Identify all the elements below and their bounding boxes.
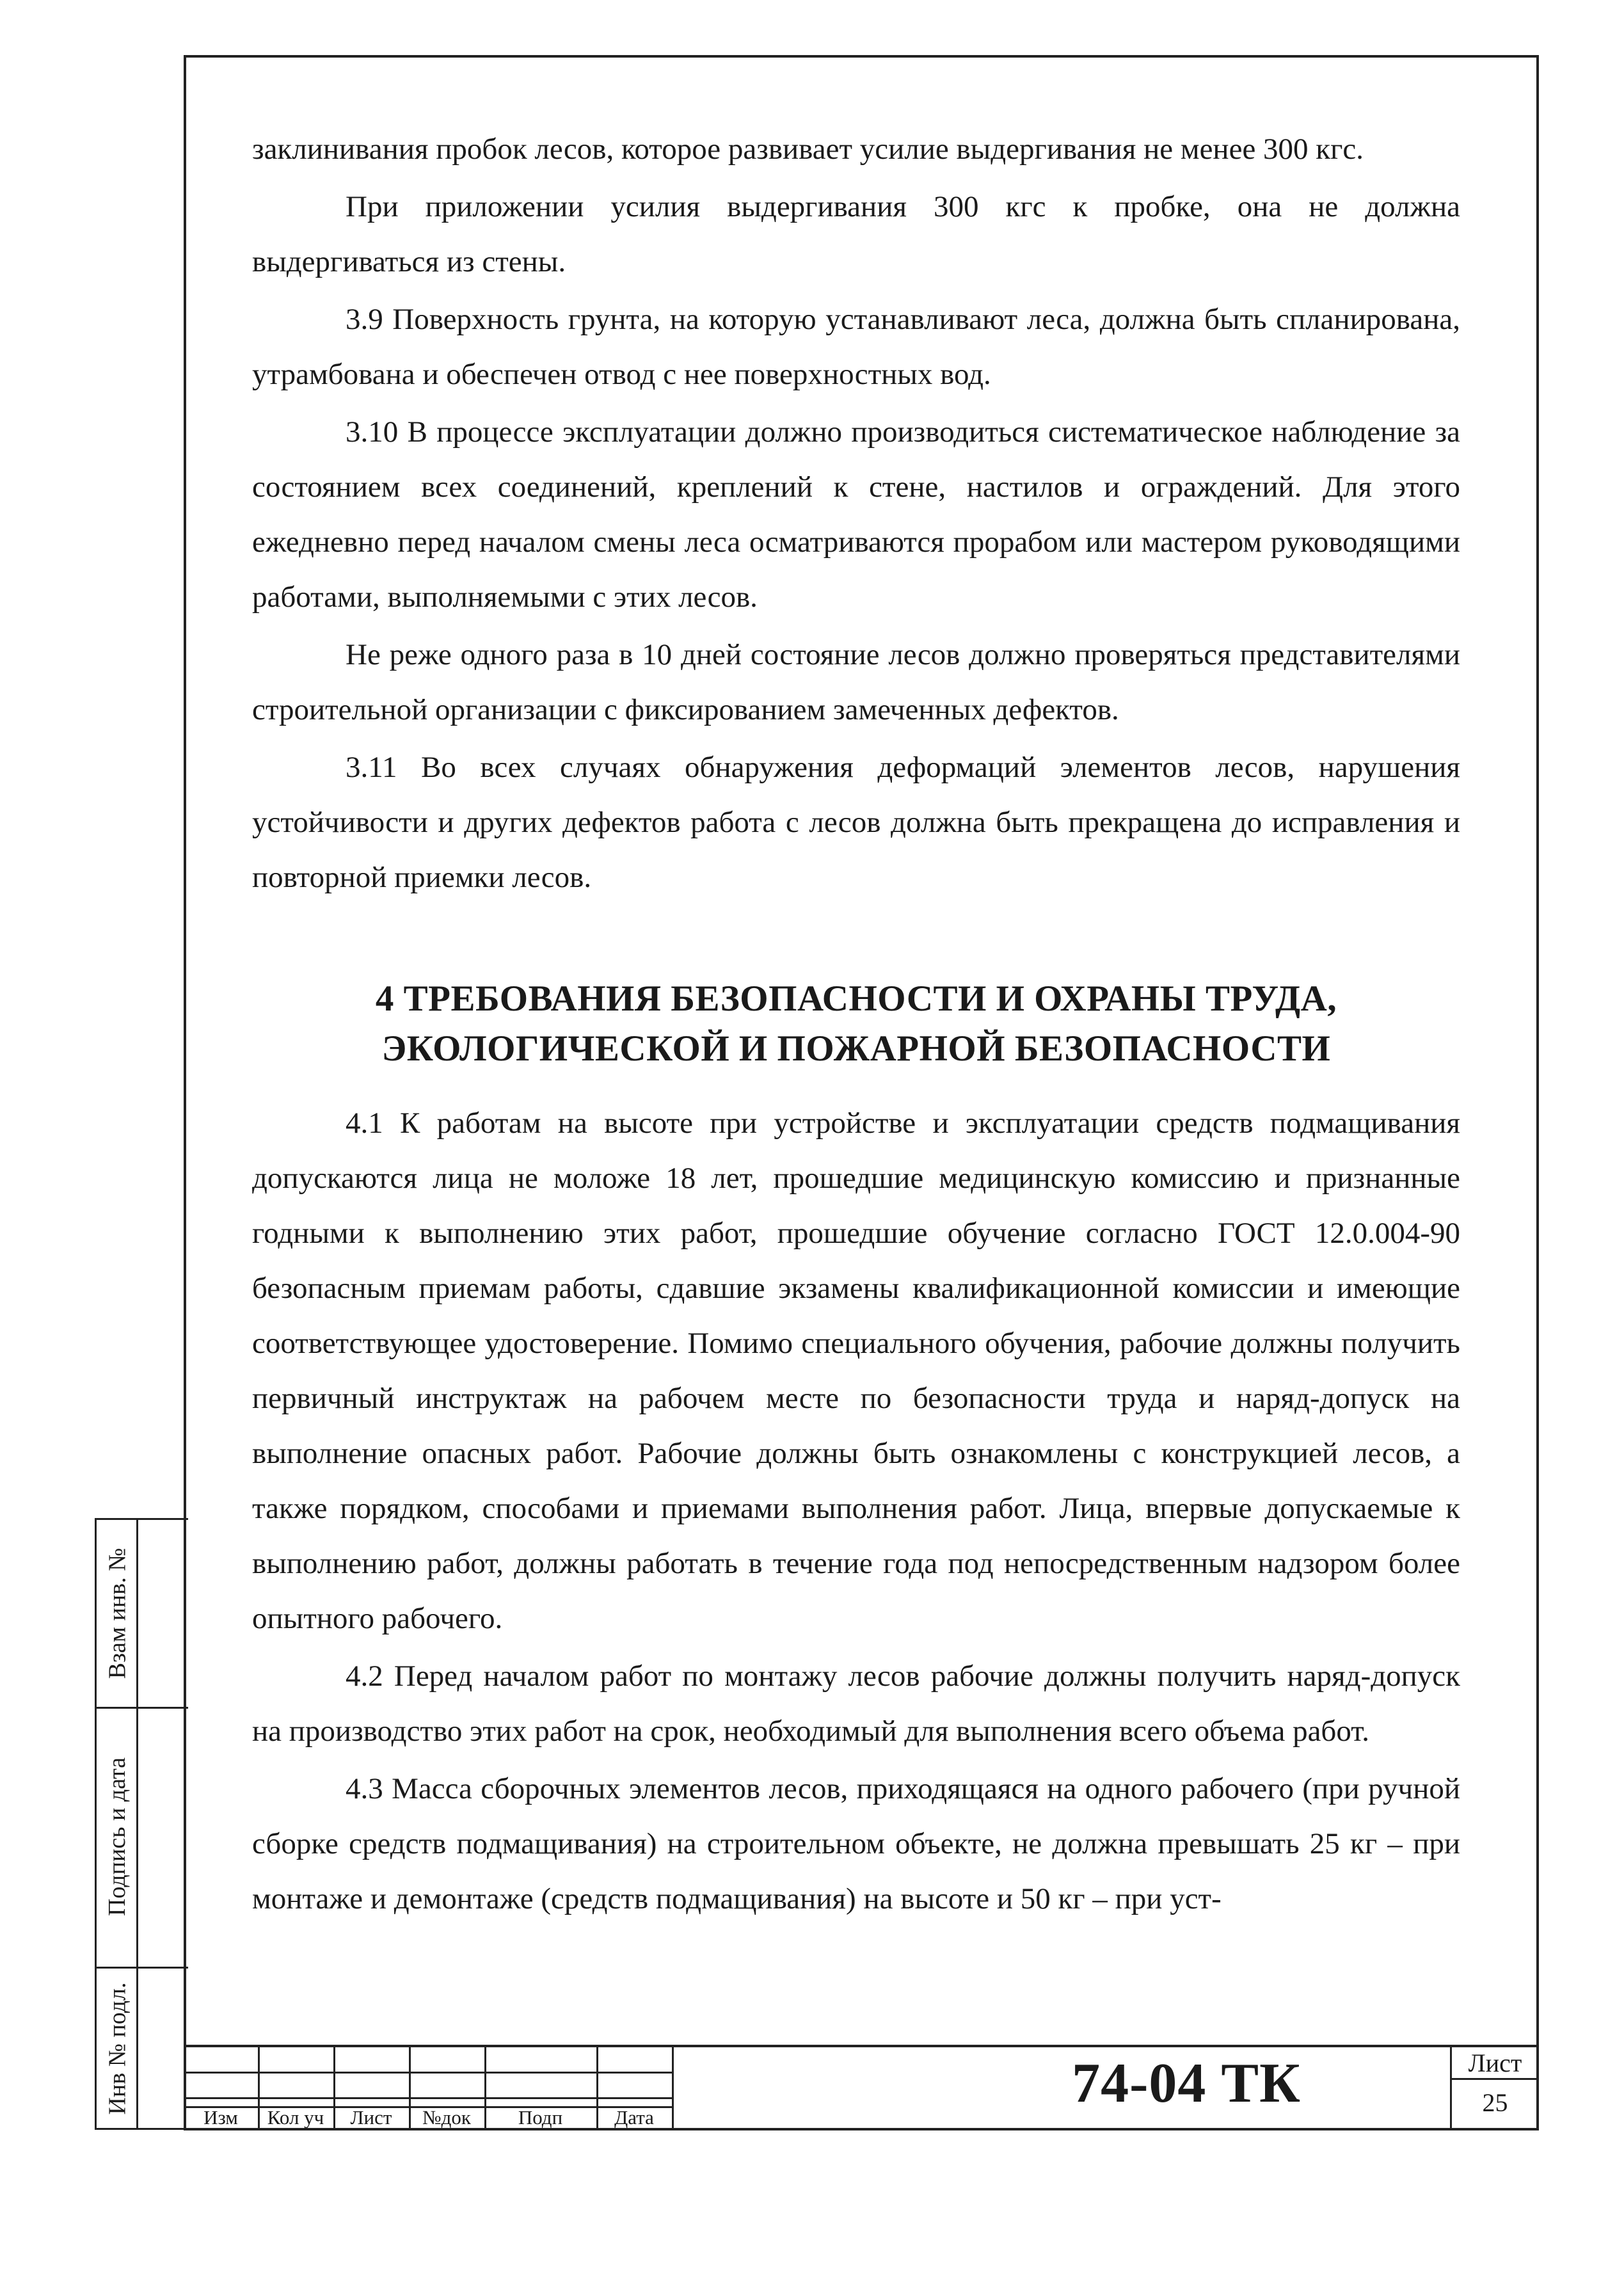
tb-header-data: Дата: [614, 2106, 654, 2129]
section-heading-line-2: ЭКОЛОГИЧЕСКОЙ И ПОЖАРНОЙ БЕЗОПАСНОСТИ: [381, 1028, 1331, 1069]
tb-header-kol: Кол уч: [267, 2106, 324, 2129]
paragraph-3-11: 3.11 Во всех случаях обнаружения деформаций элементов лесов, нарушения устойчивости и других дефектов работа с лесов должна быть прекращена до исправления и повторной приемки лесов.: [252, 751, 1460, 894]
tb-divider: [184, 2072, 674, 2074]
side-cell-inv-replace: [98, 1520, 136, 1707]
paragraph-4-2: 4.2 Перед началом работ по монтажу лесов рабочие должны получить наряд-допуск на производство этих работ на срок, необходимый для выполнения всего объема работ.: [252, 1659, 1460, 1748]
side-stamp-column: [95, 1518, 188, 2130]
side-cell-sign-date: [98, 1707, 136, 1967]
sheet-box-divider: [1451, 2078, 1539, 2080]
sheet-number: 25: [1482, 2088, 1508, 2117]
paragraph-3-9: 3.9 Поверхность грунта, на которую устанавливают леса, должна быть спланирована, утрамбована и обеспечен отвод с нее поверхностных вод.: [252, 303, 1460, 391]
paragraph-3-10: 3.10 В процессе эксплуатации должно производиться систематическое наблюдение за состоянием всех соединений, креплений к стене, настилов и ограждений. Для этого ежедневно перед началом смены леса осматриваются прорабом или мастером руководящими работами, выполняемыми с этих лесов.: [252, 415, 1460, 614]
section-heading-line-1: 4 ТРЕБОВАНИЯ БЕЗОПАСНОСТИ И ОХРАНЫ ТРУДА,: [375, 979, 1337, 1019]
paragraph-4-1: 4.1 К работам на высоте при устройстве и эксплуатации средств подмащивания допускаются лица не моложе 18 лет, прошедшие медицинскую комиссию и признанные годными к выполнению этих работ, прошедшие обучение согласно ГОСТ 12.0.004-90 безопасным приемам работы, сдавшие экзамены квалификационной комиссии и имеющие соответствующее удостоверение. Помимо специального обучения, рабочие должны получить первичный инструктаж на рабочем месте по безопасности труда и наряд-допуск на выполнение опасных работ. Рабочие должны быть ознакомлены с конструкцией лесов, а также порядком, способами и приемами выполнения работ. Лица, впервые допускаемые к выполнению работ, должны работать в течение года под непосредственным надзором более опытного рабочего.: [252, 1107, 1460, 1635]
document-code-text: 74-04 ТК: [1072, 2052, 1301, 2114]
side-label-inv-orig: Инв № подл.: [104, 1981, 131, 2115]
paragraph-4-3: 4.3 Масса сборочных элементов лесов, приходящаяся на одного рабочего (при ручной сборке средств подмащивания) на строительном объекте, не должна превышать 25 кг – при монтаже и демонтаже (средств подмащивания) на высоте и 50 кг – при уст-: [252, 1772, 1460, 1915]
paragraph: Не реже одного раза в 10 дней состояние лесов должно проверяться представителями строительной организации с фиксированием замеченных дефектов.: [252, 638, 1460, 726]
document-body: [252, 122, 1460, 1929]
tb-header-izm: Изм: [203, 2106, 238, 2129]
tb-header-podp: Подп: [518, 2106, 563, 2129]
tb-divider: [184, 2097, 674, 2099]
section-heading: [252, 974, 1460, 1074]
side-label-inv-replace: Взам инв. №: [104, 1547, 131, 1679]
side-cell-inv-orig: [98, 1967, 136, 2130]
paragraph: заклинивания пробок лесов, которое развивает усилие выдергивания не менее 300 кгс.: [252, 132, 1364, 166]
tb-header-list: Лист: [350, 2106, 392, 2129]
side-divider: [136, 1520, 138, 2128]
tb-header-ndok: №док: [422, 2106, 471, 2129]
sheet-label: Лист: [1468, 2049, 1522, 2077]
paragraph: При приложении усилия выдергивания 300 кгс к пробке, она не должна выдергиваться из стены.: [252, 190, 1460, 278]
tb-divider: [672, 2047, 674, 2130]
side-label-sign-date: Подпись и дата: [104, 1757, 131, 1917]
